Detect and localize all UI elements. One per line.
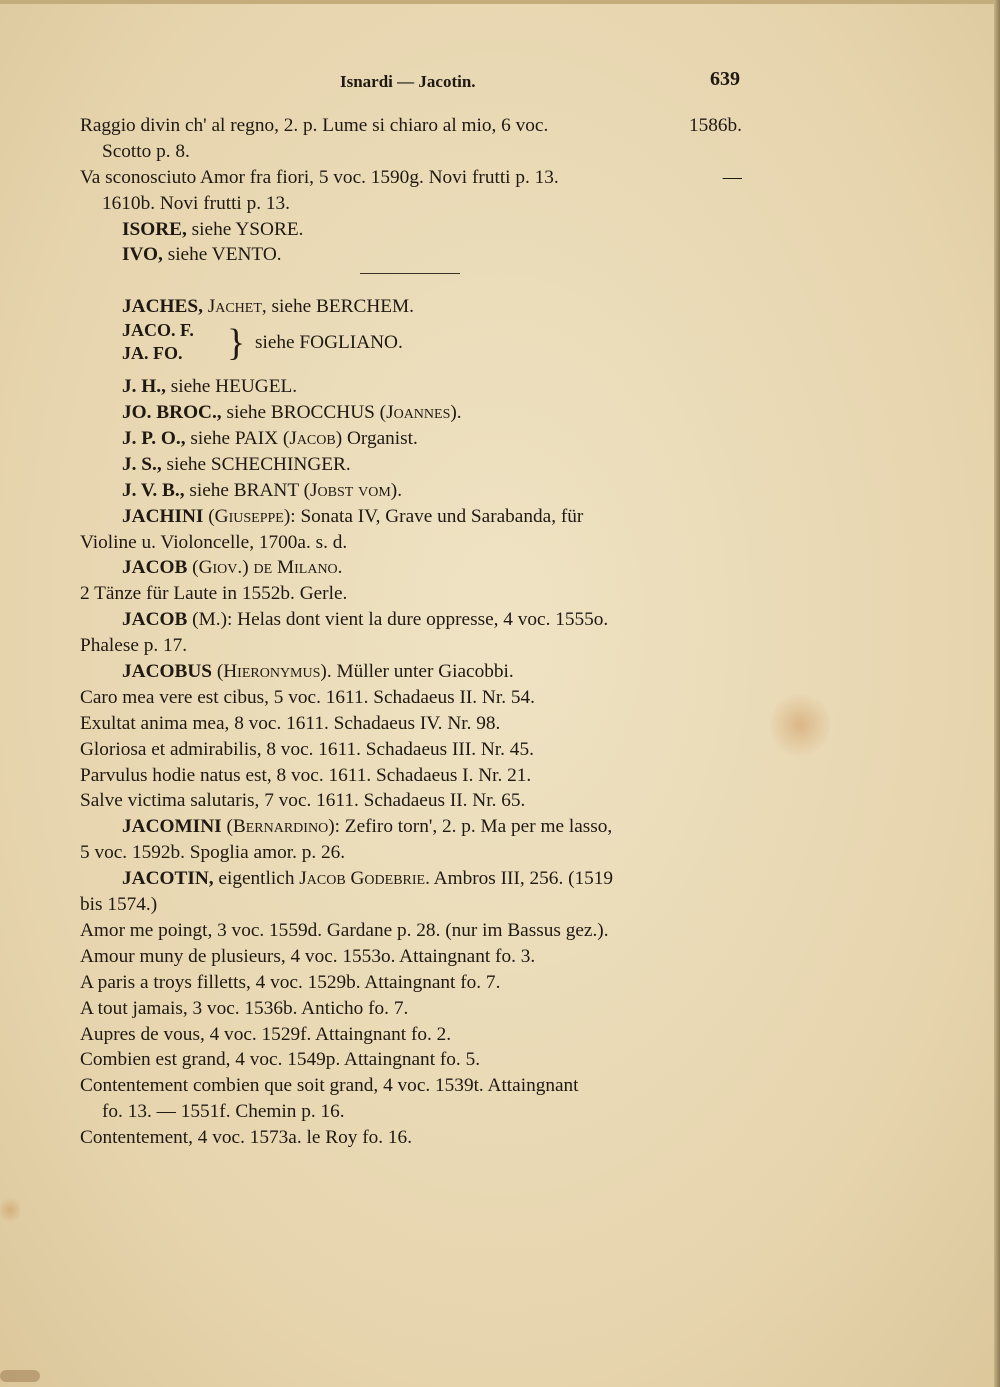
composer-name: JACOMINI [122,816,222,838]
paper-stain [770,690,830,760]
work-entry: A tout jamais, 3 voc. 1536b. Anticho fo. 7. [80,997,409,1019]
work-entry: Parvulus hodie natus est, 8 voc. 1611. Schadaeus I. Nr. 21. [80,764,532,786]
work-entry: Aupres de vous, 4 voc. 1529f. Attaingnant fo. 2. [80,1023,452,1045]
page-top-edge [0,0,1000,4]
entry-line: Va sconosciuto Amor fra fiori, 5 voc. 1590g. Novi frutti p. 13. — [80,166,742,188]
work-entry: Salve victima salutaris, 7 voc. 1611. Schadaeus II. Nr. 65. [80,790,526,812]
entry-line: 2 Tänze für Laute in 1552b. Gerle. [80,583,348,605]
composer-name: IVO, [122,244,163,266]
brace-symbol: } [227,322,246,365]
abbreviation: JACO. F. [122,320,194,341]
composer-name: ISORE, [122,218,187,240]
work-entry: Contentement, 4 voc. 1573a. le Roy fo. 16. [80,1127,413,1149]
running-title: Isnardi — Jacotin. [340,72,476,91]
entry-line: Phalese p. 17. [80,635,188,657]
cross-reference: J. P. O., siehe PAIX (Jacob) Organist. [122,428,418,450]
work-entry: Caro mea vere est cibus, 5 voc. 1611. Schadaeus II. Nr. 54. [80,686,535,708]
cross-reference: ISORE, siehe YSORE. [122,218,304,240]
work-entry: Amor me poingt, 3 voc. 1559d. Gardane p. 28. (nur im Bassus gez.). [80,919,609,941]
page-number: 639 [710,68,740,90]
entry-line: 1610b. Novi frutti p. 13. [102,192,290,214]
brace-cross-reference [122,320,742,374]
entry-line: Violine u. Violoncelle, 1700a. s. d. [80,531,348,553]
composer-name: JACOB [122,557,188,579]
work-entry: Contentement combien que soit grand, 4 voc. 1539t. Attaingnant [80,1075,579,1097]
entry-line: bis 1574.) [80,894,158,916]
composer-name: JACOTIN, [122,868,214,890]
cross-reference: J. S., siehe SCHECHINGER. [122,453,351,475]
composer-entry-heading: JACHINI (Giuseppe): Sonata IV, Grave und Sarabanda, für [122,505,584,527]
paper-stain [0,1195,20,1225]
composer-entry-heading: JACOB (M.): Helas dont vient la dure oppresse, 4 voc. 1555o. [122,609,609,631]
cross-reference: J. V. B., siehe BRANT (Jobst vom). [122,479,403,501]
work-entry: fo. 13. — 1551f. Chemin p. 16. [102,1101,345,1123]
work-entry: A paris a troys filletts, 4 voc. 1529b. Attaingnant fo. 7. [80,971,501,993]
composer-entry-heading: JACOB (Giov.) de Milano. [122,557,343,579]
page-body [80,113,742,1151]
entry-line: Raggio divin ch' al regno, 2. p. Lume si chiaro al mio, 6 voc. 1586b. [80,115,742,136]
page-right-edge [994,0,1000,1387]
work-entry: Combien est grand, 4 voc. 1549p. Attaingnant fo. 5. [80,1049,481,1071]
entry-line: 5 voc. 1592b. Spoglia amor. p. 26. [80,842,346,864]
entry-line: Scotto p. 8. [102,140,190,162]
work-entry: Amour muny de plusieurs, 4 voc. 1553o. Attaingnant fo. 3. [80,945,536,967]
cross-reference: JO. BROC., siehe BROCCHUS (Joannes). [122,402,462,424]
paper-stain [0,1370,40,1382]
composer-entry-heading: JACOTIN, eigentlich Jacob Godebrie. Ambros III, 256. (1519 [122,868,614,890]
work-entry: Exultat anima mea, 8 voc. 1611. Schadaeus IV. Nr. 98. [80,712,501,734]
composer-name: JACOBUS [122,661,212,683]
cross-reference: JACHES, Jachet, siehe BERCHEM. [122,296,415,318]
composer-name: JACHES, [122,296,203,318]
cross-reference: IVO, siehe VENTO. [122,244,282,266]
running-header [80,68,740,98]
composer-entry-heading: JACOBUS (Hieronymus). Müller unter Giacobbi. [122,661,514,683]
composer-entry-heading: JACOMINI (Bernardino): Zefiro torn', 2. p. Ma per me lasso, [122,816,613,838]
reference-target: siehe FOGLIANO. [255,332,403,354]
section-divider [80,268,742,280]
abbreviation: JA. FO. [122,343,183,364]
cross-reference: J. H., siehe HEUGEL. [122,376,298,398]
composer-name: JACOB [122,609,188,631]
composer-name: JACHINI [122,505,204,527]
work-entry: Gloriosa et admirabilis, 8 voc. 1611. Schadaeus III. Nr. 45. [80,738,534,760]
